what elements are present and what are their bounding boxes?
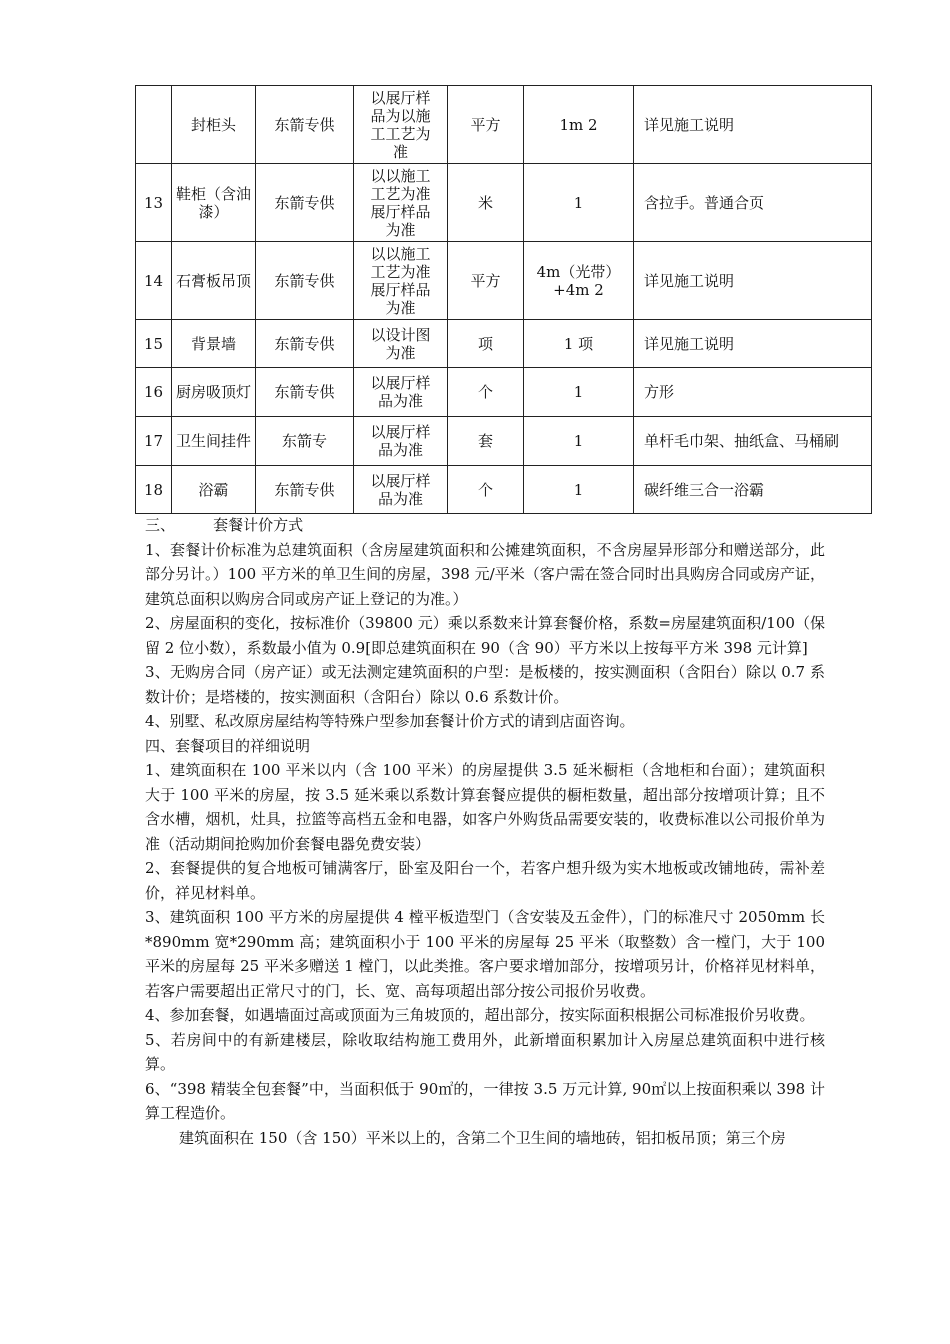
remark: 详见施工说明 (634, 86, 872, 164)
paragraph: 3、无购房合同（房产证）或无法测定建筑面积的户型：是板楼的，按实测面积（含阳台）除以 0.7 系数计价；是塔楼的，按实测面积（含阳台）除以 0.6 系数计价。 (145, 663, 825, 706)
unit: 米 (448, 164, 524, 242)
table-row (136, 164, 872, 242)
unit: 平方 (448, 242, 524, 320)
table-row (136, 466, 872, 514)
unit: 平方 (448, 86, 524, 164)
item-name: 浴霸 (172, 466, 256, 514)
supplier: 东箭专供 (256, 86, 354, 164)
paragraph: 2、套餐提供的复合地板可铺满客厅，卧室及阳台一个，若客户想升级为实木地板或改铺地砖，需补差价，祥见材料单。 (145, 859, 825, 902)
item-name: 石膏板吊顶 (172, 242, 256, 320)
supplier: 东箭专供 (256, 466, 354, 514)
item-name: 卫生间挂件 (172, 417, 256, 466)
quantity: 1 项 (524, 320, 634, 368)
quantity: 4m（光带）+4m 2 (524, 242, 634, 320)
section-heading: 四、套餐项目的祥细说明 (145, 736, 311, 755)
item-name: 封柜头 (172, 86, 256, 164)
unit: 个 (448, 368, 524, 417)
table-row (136, 86, 872, 164)
row-number: 16 (136, 368, 172, 417)
standard: 以设计图为准 (370, 325, 431, 362)
supplier: 东箭专 (256, 417, 354, 466)
row-number: 13 (136, 164, 172, 242)
paragraph: 3、建筑面积 100 平方米的房屋提供 4 樘平板造型门（含安装及五金件），门的标准尺寸 2050mm 长*890mm 宽*290mm 高；建筑面积小于 100 平米的房屋每 25 平米（取整数）含一樘门，大于 100 平米的房屋每 25 平米多赠送 1 樘门，以此类推。客户要求增加部分，按增项另计，价格祥见材料单，若客户需要超出正常尺寸的门，长、宽、高每项超出部分按公司报价另收费。 (145, 908, 825, 1000)
supplier: 东箭专供 (256, 242, 354, 320)
remark: 方形 (634, 368, 872, 417)
paragraph: 5、若房间中的有新建楼层，除收取结构施工费用外，此新增面积累加计入房屋总建筑面积中进行核算。 (145, 1030, 825, 1073)
standard: 以展厅样品为以施工工艺为准 (370, 88, 431, 161)
paragraph: 4、参加套餐，如遇墙面过高或顶面为三角坡顶的，超出部分，按实际面积根据公司标准报价另收费。 (145, 1006, 815, 1024)
unit: 项 (448, 320, 524, 368)
quantity: 1 (524, 417, 634, 466)
remark: 详见施工说明 (634, 242, 872, 320)
remark: 单杆毛巾架、抽纸盒、马桶刷 (634, 417, 872, 466)
remark: 碳纤维三合一浴霸 (634, 466, 872, 514)
standard: 以以施工工艺为准展厅样品为准 (370, 244, 431, 317)
item-name: 厨房吸顶灯 (172, 368, 256, 417)
paragraph: 6、“398 精装全包套餐”中，当面积低于 90㎡的，一律按 3.5 万元计算, 90㎡以上按面积乘以 398 计算工程造价。 (145, 1079, 825, 1122)
supplier: 东箭专供 (256, 164, 354, 242)
unit: 个 (448, 466, 524, 514)
row-number: 14 (136, 242, 172, 320)
supplier: 东箭专供 (256, 368, 354, 417)
item-name: 背景墙 (172, 320, 256, 368)
remark: 详见施工说明 (634, 320, 872, 368)
paragraph: 建筑面积在 150（含 150）平米以上的，含第二个卫生间的墙地砖，铝扣板吊顶；第三个房 (179, 1128, 786, 1147)
standard: 以展厅样品为准 (370, 374, 431, 410)
row-number: 17 (136, 417, 172, 466)
standard: 以展厅样品为准 (370, 423, 431, 459)
quantity: 1 (524, 466, 634, 514)
table-row (136, 368, 872, 417)
quantity: 1 (524, 368, 634, 417)
row-number (136, 86, 172, 164)
unit: 套 (448, 417, 524, 466)
table-row (136, 417, 872, 466)
paragraph: 1、套餐计价标准为总建筑面积（含房屋建筑面积和公摊建筑面积，不含房屋异形部分和赠送部分，此部分另计。）100 平方米的单卫生间的房屋，398 元/平米（客户需在签合同时出具购房合同或房产证，建筑总面积以购房合同或房产证上登记的为准。） (145, 540, 825, 608)
quantity: 1m 2 (524, 86, 634, 164)
quantity: 1 (524, 164, 634, 242)
row-number: 15 (136, 320, 172, 368)
paragraph: 1、建筑面积在 100 平米以内（含 100 平米）的房屋提供 3.5 延米橱柜（含地柜和台面）；建筑面积大于 100 平米的房屋，按 3.5 延米乘以系数计算套餐应提供的橱柜数量，超出部分按增项计算；且不含水槽，烟机，灶具，拉篮等高档五金和电器，如客户外购货品需要安装的，收费标准以公司报价单为准（活动期间抢购加价套餐电器免费安装） (145, 761, 825, 853)
body-text (145, 513, 825, 1150)
table-row (136, 320, 872, 368)
row-number: 18 (136, 466, 172, 514)
item-name: 鞋柜（含油漆） (172, 164, 256, 242)
remark: 含拉手。普通合页 (634, 164, 872, 242)
paragraph: 2、房屋面积的变化，按标准价（39800 元）乘以系数来计算套餐价格，系数=房屋建筑面积/100（保留 2 位小数），系数最小值为 0.9[即总建筑面积在 90（含 90）平方米以上按每平方米 398 元计算] (145, 614, 825, 657)
standard: 以以施工工艺为准展厅样品为准 (370, 166, 431, 239)
supplier: 东箭专供 (256, 320, 354, 368)
standard: 以展厅样品为准 (370, 471, 431, 508)
table-row (136, 242, 872, 320)
section-heading: 三、 套餐计价方式 (145, 516, 304, 534)
materials-table (135, 85, 872, 514)
paragraph: 4、别墅、私改原房屋结构等特殊户型参加套餐计价方式的请到店面咨询。 (145, 712, 635, 730)
